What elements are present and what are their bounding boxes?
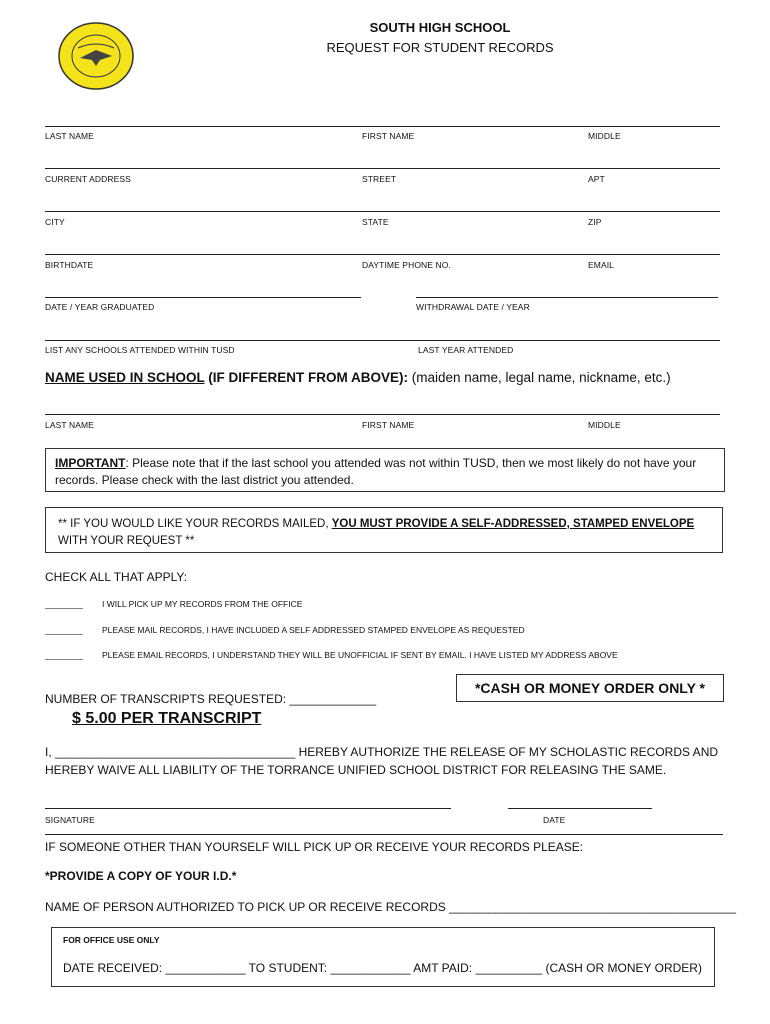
checklist-item-pickup: I WILL PICK UP MY RECORDS FROM THE OFFICE xyxy=(102,599,303,609)
name-used-middle-label: MIDDLE xyxy=(588,420,621,430)
state-label: STATE xyxy=(362,217,389,227)
street-label: STREET xyxy=(362,174,397,184)
daytime-phone-label: DAYTIME PHONE NO. xyxy=(362,260,451,270)
date-graduated-label: DATE / YEAR GRADUATED xyxy=(45,302,155,312)
schools-attended-label: LIST ANY SCHOOLS ATTENDED WITHIN TUSD xyxy=(45,345,235,355)
office-use-box xyxy=(51,927,715,987)
checklist-blank-email[interactable]: ________ xyxy=(45,650,83,660)
date-graduated-line[interactable] xyxy=(45,297,361,298)
id-copy-note: *PROVIDE A COPY OF YOUR I.D.* xyxy=(45,869,237,883)
authorized-person-field[interactable]: NAME OF PERSON AUTHORIZED TO PICK UP OR RECEIVE RECORDS ___________________________________________ xyxy=(45,900,737,914)
field-line-row3[interactable] xyxy=(45,211,720,212)
field-line-row4[interactable] xyxy=(45,254,720,255)
withdrawal-date-line[interactable] xyxy=(416,297,718,298)
checklist-title: CHECK ALL THAT APPLY: xyxy=(45,570,188,584)
signature-label: SIGNATURE xyxy=(45,815,95,825)
authorization-line-1[interactable]: I, ____________________________________ HEREBY AUTHORIZE THE RELEASE OF MY SCHOLASTIC RECORDS AND xyxy=(45,745,719,759)
name-used-first-label: FIRST NAME xyxy=(362,420,415,430)
name-used-heading-rest: (maiden name, legal name, nickname, etc.) xyxy=(408,370,671,385)
checklist-item-email: PLEASE EMAIL RECORDS, I UNDERSTAND THEY WILL BE UNOFFICIAL IF SENT BY EMAIL. I HAVE LISTED MY ADDRESS ABOVE xyxy=(102,650,618,660)
mail-note-after: WITH YOUR REQUEST ** xyxy=(58,535,195,547)
name-used-heading-underlined: NAME USED IN SCHOOL xyxy=(45,370,205,385)
mail-note-underlined: YOU MUST PROVIDE A SELF-ADDRESSED, STAMPED ENVELOPE xyxy=(331,518,695,530)
checklist-item-mail: PLEASE MAIL RECORDS, I HAVE INCLUDED A SELF ADDRESSED STAMPED ENVELOPE AS REQUESTED xyxy=(102,625,525,635)
current-address-label: CURRENT ADDRESS xyxy=(45,174,131,184)
authorization-line-2: HEREBY WAIVE ALL LIABILITY OF THE TORRANCE UNIFIED SCHOOL DISTRICT FOR RELEASING THE SAME. xyxy=(45,763,667,777)
field-line-row6[interactable] xyxy=(45,340,720,341)
form-title: REQUEST FOR STUDENT RECORDS xyxy=(326,40,554,55)
checklist-blank-mail[interactable]: ________ xyxy=(45,625,83,635)
city-label: CITY xyxy=(45,217,65,227)
apt-label: APT xyxy=(588,174,605,184)
important-notice-box xyxy=(45,448,725,492)
mail-notice-box xyxy=(45,507,723,553)
divider-line xyxy=(45,834,723,835)
birthdate-label: BIRTHDATE xyxy=(45,260,94,270)
middle-label: MIDDLE xyxy=(588,131,621,141)
email-label: EMAIL xyxy=(588,260,615,270)
office-use-fields: DATE RECEIVED: ____________ TO STUDENT: ____________ AMT PAID: __________ (CASH OR MONEY ORDER) xyxy=(63,961,702,975)
zip-label: ZIP xyxy=(588,217,602,227)
name-used-heading-bold: (IF DIFFERENT FROM ABOVE): xyxy=(204,370,408,385)
last-name-label: LAST NAME xyxy=(45,131,94,141)
pickup-instructions: IF SOMEONE OTHER THAN YOURSELF WILL PICK UP OR RECEIVE YOUR RECORDS PLEASE: xyxy=(45,840,584,854)
name-used-line[interactable] xyxy=(45,414,720,415)
field-line-row1[interactable] xyxy=(45,126,720,127)
last-year-attended-label: LAST YEAR ATTENDED xyxy=(418,345,514,355)
first-name-label: FIRST NAME xyxy=(362,131,415,141)
checklist-blank-pickup[interactable]: ________ xyxy=(45,599,83,609)
date-label: DATE xyxy=(543,815,566,825)
mail-note-before: ** IF YOU WOULD LIKE YOUR RECORDS MAILED, xyxy=(58,518,332,530)
office-use-title: FOR OFFICE USE ONLY xyxy=(63,935,160,945)
important-label: IMPORTANT xyxy=(55,456,126,470)
cash-or-money-order-box: *CASH OR MONEY ORDER ONLY * xyxy=(456,674,724,702)
field-line-row2[interactable] xyxy=(45,168,720,169)
important-text: : Please note that if the last school you attended was not within TUSD, then we most likely do not have your records. Please check with the last district you attended. xyxy=(55,456,697,487)
name-used-heading xyxy=(45,370,671,385)
withdrawal-date-label: WITHDRAWAL DATE / YEAR xyxy=(416,302,530,312)
transcripts-requested-field[interactable]: NUMBER OF TRANSCRIPTS REQUESTED: _____________ xyxy=(45,692,377,706)
school-name: SOUTH HIGH SCHOOL xyxy=(369,20,511,35)
name-used-last-label: LAST NAME xyxy=(45,420,94,430)
date-line[interactable] xyxy=(508,808,652,809)
price-per-transcript: $ 5.00 PER TRANSCRIPT xyxy=(72,710,262,727)
signature-line[interactable] xyxy=(45,808,451,809)
